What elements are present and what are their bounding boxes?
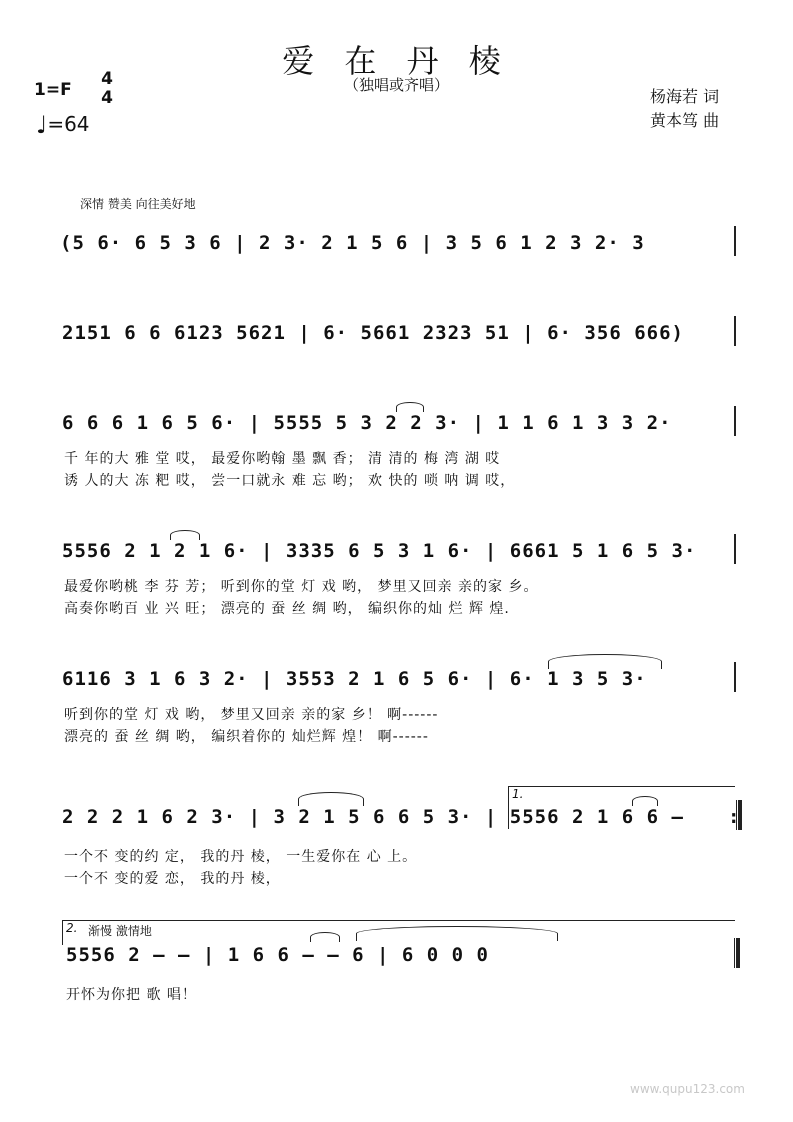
lyrics-system-7-verse-1: 开怀为你把 歌 唱！ xyxy=(66,987,197,1003)
lyrics-system-5-verse-2: 漂亮的 蚕 丝 绸 哟， 编织着你的 灿烂辉 煌！ 啊------ xyxy=(64,729,429,745)
tie-arc xyxy=(310,932,340,942)
barline xyxy=(734,662,736,692)
tie-arc xyxy=(170,530,200,540)
expression-mark-2: 渐慢 激情地 xyxy=(88,924,152,938)
performance-note: （独唱或齐唱） xyxy=(343,76,449,94)
barline xyxy=(734,534,736,564)
quarter-note-icon: ♩ xyxy=(36,111,48,139)
tie-arc xyxy=(632,796,658,806)
tie-arc xyxy=(396,402,424,412)
expression-mark: 深情 赞美 向往美好地 xyxy=(80,197,196,211)
repeat-end-barline xyxy=(736,800,742,830)
notes-system-5: 6116 3 1 6 3 2· | 3553 2 1 6 5 6· | 6· 1 3 5 3· xyxy=(62,668,647,690)
notes-system-6: 2 2 2 1 6 2 3· | 3 2 1 5 6 6 5 3· | 5556 2 1 6 6 – xyxy=(62,806,684,828)
repeat-sign: : xyxy=(728,806,741,828)
tie-arc xyxy=(548,654,662,669)
key-signature: 1=F xyxy=(34,80,72,100)
volta-label: 2. xyxy=(66,921,78,935)
tempo-mark xyxy=(36,111,90,139)
watermark: www.qupu123.com xyxy=(630,1082,745,1096)
barline xyxy=(734,226,736,256)
song-title: 爱 在 丹 棱 xyxy=(282,42,511,80)
barline xyxy=(734,406,736,436)
composer-credit: 黄本笃 曲 xyxy=(650,111,720,130)
lyrics-system-5-verse-1: 听到你的堂 灯 戏 哟， 梦里又回亲 亲的家 乡！ 啊------ xyxy=(64,707,439,723)
tie-arc xyxy=(298,792,364,806)
lyricist-credit: 杨海若 词 xyxy=(650,87,720,106)
tempo-value: =64 xyxy=(47,112,90,136)
lyrics-system-4-verse-2: 高奏你哟百 业 兴 旺； 漂亮的 蚕 丝 绸 哟， 编织你的灿 烂 辉 煌. xyxy=(64,601,510,617)
lyrics-system-3-verse-1: 千 年的大 雅 堂 哎， 最爱你哟翰 墨 飘 香； 清 清的 梅 湾 湖 哎 xyxy=(64,451,501,467)
notes-system-1: (5 6· 6 5 3 6 | 2 3· 2 1 5 6 | 3 5 6 1 2 3 2· 3 xyxy=(60,232,645,254)
meter-top: 4 xyxy=(101,69,113,89)
barline xyxy=(734,316,736,346)
notes-system-7: 5556 2 – – | 1 6 6 – – 6 | 6 0 0 0 xyxy=(66,944,489,966)
tie-arc xyxy=(356,926,558,941)
notes-system-3: 6 6 6 1 6 5 6· | 5555 5 3 2 2 3· | 1 1 6 1 3 3 2· xyxy=(62,412,672,434)
lyrics-system-3-verse-2: 诱 人的大 冻 粑 哎， 尝一口就永 难 忘 哟； 欢 快的 唢 呐 调 哎， xyxy=(64,473,516,489)
notes-system-2: 2151 6 6 6123 5621 | 6· 5661 2323 51 | 6· 356 666) xyxy=(62,322,684,344)
final-barline xyxy=(734,938,740,968)
time-signature xyxy=(96,70,118,108)
notes-system-4: 5556 2 1 2 1 6· | 3335 6 5 3 1 6· | 6661 5 1 6 5 3· xyxy=(62,540,697,562)
meter-bottom: 4 xyxy=(101,88,113,108)
volta-label: 1. xyxy=(512,787,524,801)
lyrics-system-6-verse-1: 一个不 变的约 定， 我的丹 棱， 一生爱你在 心 上。 xyxy=(64,849,418,865)
lyrics-system-4-verse-1: 最爱你哟桃 李 芬 芳； 听到你的堂 灯 戏 哟， 梦里又回亲 亲的家 乡。 xyxy=(64,579,539,595)
lyrics-system-6-verse-2: 一个不 变的爱 恋， 我的丹 棱， xyxy=(64,871,281,887)
